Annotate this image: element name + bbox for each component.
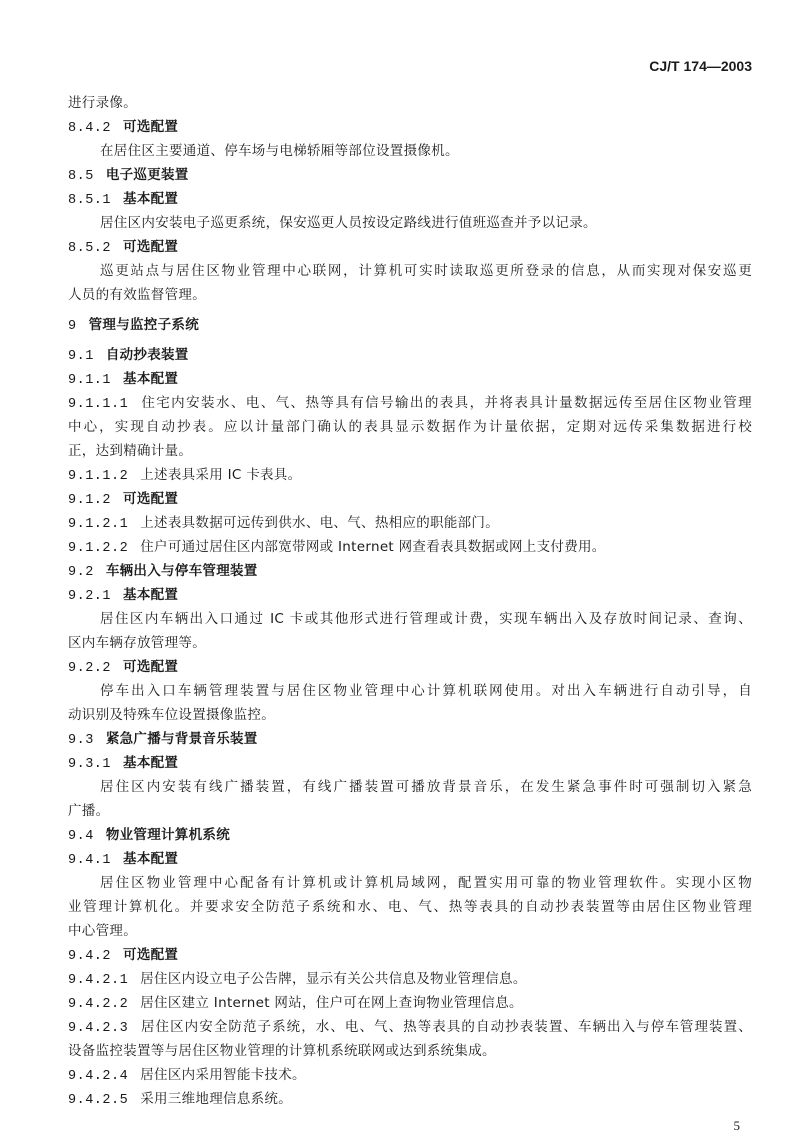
- numbered-clause: [68, 967, 752, 991]
- clause-number: 9.1.1.2: [68, 469, 129, 484]
- paragraph-text: 人员的有效监督管理。: [68, 287, 206, 303]
- numbered-clause: [68, 535, 752, 559]
- section-number: 9.1.1: [68, 373, 112, 388]
- paragraph-text: 居住区内安装电子巡更系统，保安巡更人员按设定路线进行值班巡查并予以记录。: [100, 215, 597, 231]
- clause-text: 上述表具采用 IC 卡表具。: [140, 467, 302, 483]
- section-heading: [68, 847, 752, 871]
- paragraph-line: [68, 439, 752, 463]
- clause-number: 9.4.2.4: [68, 1069, 129, 1084]
- paragraph-text: 居住区内安装有线广播装置，有线广播装置可播放背景音乐，在发生紧急事件时可强制切入紧急: [100, 779, 752, 795]
- paragraph-line: [68, 607, 752, 631]
- clause-text: 居住区建立 Internet 网站，住户可在网上查询物业管理信息。: [140, 995, 523, 1011]
- section-title: 物业管理计算机系统: [105, 827, 231, 843]
- section-heading: [68, 655, 752, 679]
- paragraph-text: 设备监控装置等与居住区物业管理的计算机系统联网或达到系统集成。: [68, 1043, 496, 1059]
- clause-number: 9.1.1.1: [68, 397, 129, 412]
- paragraph-line: [68, 1039, 752, 1063]
- section-title: 可选配置: [123, 119, 179, 135]
- section-number: 9: [68, 319, 77, 334]
- clause-number: 9.4.2.2: [68, 997, 129, 1012]
- section-heading: [68, 115, 752, 139]
- chapter-heading: [68, 313, 752, 337]
- section-heading: [68, 751, 752, 775]
- section-title: 基本配置: [123, 371, 179, 387]
- section-title: 基本配置: [123, 851, 179, 867]
- paragraph-text: 居住区物业管理中心配备有计算机或计算机局域网，配置实用可靠的物业管理软件。实现小区物: [100, 875, 752, 891]
- numbered-clause: [68, 463, 752, 487]
- clause-text: 住宅内安装水、电、气、热等具有信号输出的表具，并将表具计量数据远传至居住区物业管理: [140, 395, 752, 411]
- clause-text: 采用三维地理信息系统。: [140, 1091, 293, 1107]
- section-title: 基本配置: [123, 587, 179, 603]
- paragraph-line: [68, 631, 752, 655]
- clause-text: 居住区内采用智能卡技术。: [140, 1067, 306, 1083]
- paragraph-text: 动识别及特殊车位设置摄像监控。: [68, 707, 275, 723]
- paragraph-text: 中心，实现自动抄表。应以计量部门确认的表具显示数据作为计量依据，定期对远传采集数据进行校: [68, 419, 752, 435]
- paragraph-line: [68, 283, 752, 307]
- section-heading: [68, 823, 752, 847]
- numbered-clause: [68, 391, 752, 415]
- paragraph-line: [68, 211, 752, 235]
- paragraph-line: [68, 871, 752, 895]
- section-heading: [68, 727, 752, 751]
- paragraph-line: [68, 919, 752, 943]
- section-title: 可选配置: [123, 947, 179, 963]
- clause-number: 9.1.2.1: [68, 517, 129, 532]
- section-number: 9.4.2: [68, 949, 112, 964]
- clause-number: 9.1.2.2: [68, 541, 129, 556]
- section-number: 9.3: [68, 733, 94, 748]
- section-heading: [68, 367, 752, 391]
- section-number: 9.2.1: [68, 589, 112, 604]
- page-number: 5: [733, 1118, 740, 1133]
- section-number: 8.5.1: [68, 193, 112, 208]
- numbered-clause: [68, 1063, 752, 1087]
- paragraph-text: 居住区内车辆出入口通过 IC 卡或其他形式进行管理或计费，实现车辆出入及存放时间记录、查询、: [100, 611, 752, 627]
- paragraph-line: [68, 799, 752, 823]
- section-number: 9.1.2: [68, 493, 112, 508]
- numbered-clause: [68, 1087, 752, 1111]
- paragraph-line: [68, 703, 752, 727]
- numbered-clause: [68, 991, 752, 1015]
- paragraph-line: [68, 91, 752, 115]
- section-title: 管理与监控子系统: [88, 317, 200, 333]
- numbered-clause: [68, 1015, 752, 1039]
- paragraph-text: 正，达到精确计量。: [68, 443, 193, 459]
- paragraph-line: [68, 415, 752, 439]
- paragraph-line: [68, 139, 752, 163]
- numbered-clause: [68, 511, 752, 535]
- section-title: 可选配置: [123, 239, 179, 255]
- section-number: 8.5: [68, 169, 94, 184]
- clause-text: 上述表具数据可远传到供水、电、气、热相应的职能部门。: [140, 515, 500, 531]
- section-title: 自动抄表装置: [105, 347, 189, 363]
- section-heading: [68, 559, 752, 583]
- section-title: 可选配置: [123, 491, 179, 507]
- paragraph-text: 业管理计算机化。并要求安全防范子系统和水、电、气、热等表具的自动抄表装置等由居住区物业管理: [68, 899, 752, 915]
- section-heading: [68, 583, 752, 607]
- section-number: 9.3.1: [68, 757, 112, 772]
- paragraph-text: 中心管理。: [68, 923, 137, 939]
- section-heading: [68, 343, 752, 367]
- paragraph-line: [68, 895, 752, 919]
- section-title: 电子巡更装置: [105, 167, 189, 183]
- section-number: 9.4.1: [68, 853, 112, 868]
- section-heading: [68, 235, 752, 259]
- clause-text: 居住区内设立电子公告牌，显示有关公共信息及物业管理信息。: [140, 971, 527, 987]
- document-body: [68, 91, 752, 1111]
- section-title: 基本配置: [123, 191, 179, 207]
- paragraph-text: 广播。: [68, 803, 110, 819]
- paragraph-line: [68, 679, 752, 703]
- standard-code-header: CJ/T 174—2003: [649, 58, 752, 74]
- paragraph-text: 在居住区主要通道、停车场与电梯轿厢等部位设置摄像机。: [100, 143, 459, 159]
- section-number: 9.2: [68, 565, 94, 580]
- section-number: 9.1: [68, 349, 94, 364]
- section-number: 9.4: [68, 829, 94, 844]
- section-heading: [68, 163, 752, 187]
- section-title: 基本配置: [123, 755, 179, 771]
- section-number: 8.5.2: [68, 241, 112, 256]
- section-number: 9.2.2: [68, 661, 112, 676]
- paragraph-text: 停车出入口车辆管理装置与居住区物业管理中心计算机联网使用。对出入车辆进行自动引导，自: [100, 683, 752, 699]
- section-title: 紧急广播与背景音乐装置: [105, 731, 258, 747]
- section-title: 车辆出入与停车管理装置: [105, 563, 258, 579]
- paragraph-line: [68, 775, 752, 799]
- clause-number: 9.4.2.3: [68, 1021, 129, 1036]
- paragraph-text: 区内车辆存放管理等。: [68, 635, 206, 651]
- section-heading: [68, 487, 752, 511]
- clause-number: 9.4.2.5: [68, 1093, 129, 1108]
- clause-text: 居住区内安全防范子系统，水、电、气、热等表具的自动抄表装置、车辆出入与停车管理装置、: [140, 1019, 752, 1035]
- section-heading: [68, 943, 752, 967]
- paragraph-text: 进行录像。: [68, 95, 137, 111]
- section-number: 8.4.2: [68, 121, 112, 136]
- paragraph-line: [68, 259, 752, 283]
- section-title: 可选配置: [123, 659, 179, 675]
- clause-text: 住户可通过居住区内部宽带网或 Internet 网查看表具数据或网上支付费用。: [140, 539, 606, 555]
- clause-number: 9.4.2.1: [68, 973, 129, 988]
- paragraph-text: 巡更站点与居住区物业管理中心联网，计算机可实时读取巡更所登录的信息，从而实现对保安巡更: [100, 263, 752, 279]
- section-heading: [68, 187, 752, 211]
